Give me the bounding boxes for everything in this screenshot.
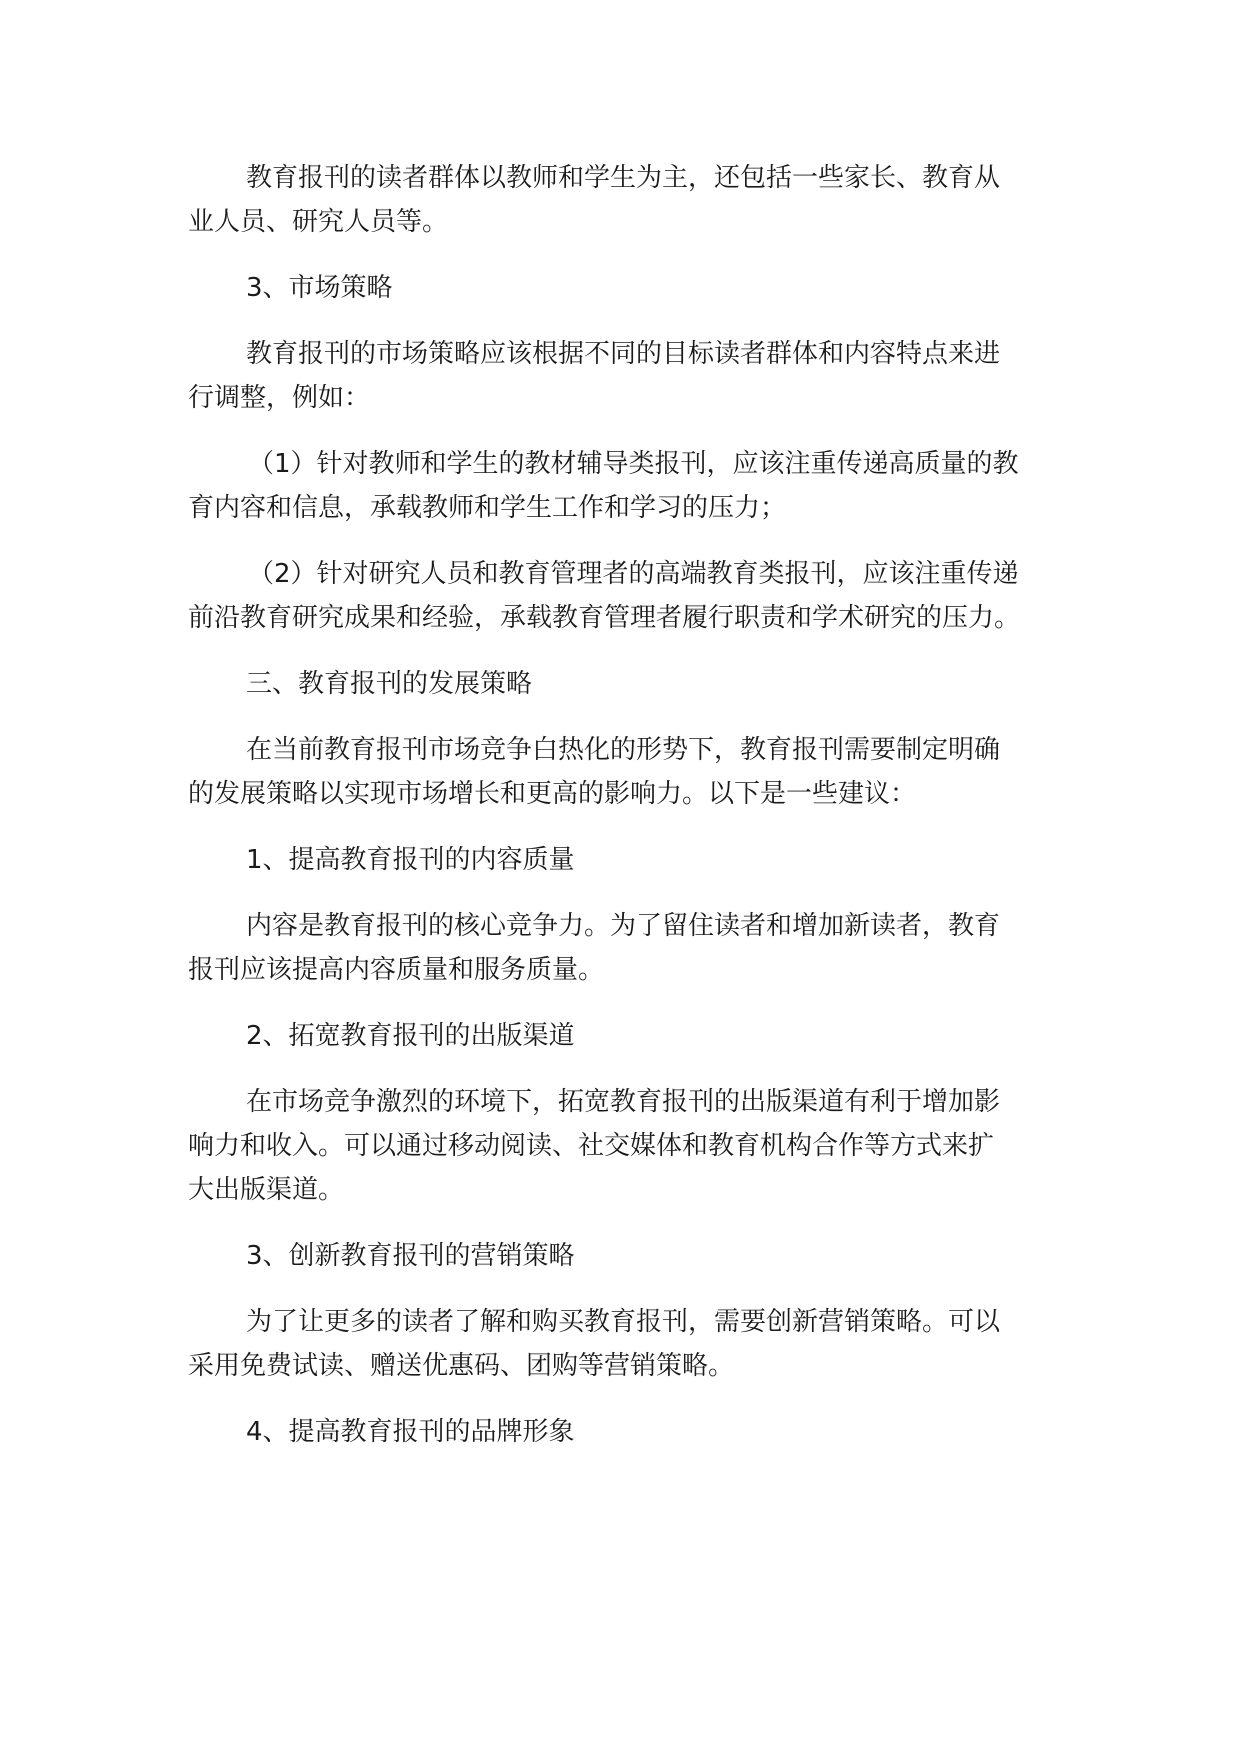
text-line: 三、教育报刊的发展策略 — [246, 669, 533, 699]
text-line: 4、提高教育报刊的品牌形象 — [246, 1417, 575, 1447]
text-line: （2）针对研究人员和教育管理者的高端教育类报刊，应该注重传递 — [248, 559, 1019, 589]
paragraph-readership — [188, 156, 1068, 244]
paragraph-marketing — [188, 1300, 1068, 1388]
subheading-channels — [188, 1014, 1068, 1058]
document-body — [188, 156, 1068, 1476]
text-line: 采用免费试读、赠送优惠码、团购等营销策略。 — [188, 1351, 735, 1381]
text-line: 教育报刊的读者群体以教师和学生为主，还包括一些家长、教育从 — [246, 163, 1001, 193]
text-line: （1）针对教师和学生的教材辅导类报刊，应该注重传递高质量的教 — [248, 449, 1019, 479]
paragraph-market-strategy-intro — [188, 332, 1068, 420]
list-item-1 — [188, 442, 1068, 530]
text-line: 响力和收入。可以通过移动阅读、社交媒体和教育机构合作等方式来扩 — [188, 1131, 995, 1161]
text-line: 的发展策略以实现市场增长和更高的影响力。以下是一些建议： — [188, 779, 917, 809]
text-line: 大出版渠道。 — [188, 1175, 345, 1205]
text-line: 前沿教育研究成果和经验，承载教育管理者履行职责和学术研究的压力。 — [188, 603, 1021, 633]
text-line: 3、创新教育报刊的营销策略 — [246, 1241, 575, 1271]
section-heading-market-strategy — [188, 266, 1068, 310]
paragraph-content-quality — [188, 904, 1068, 992]
text-line: 1、提高教育报刊的内容质量 — [246, 845, 575, 875]
subheading-content-quality — [188, 838, 1068, 882]
text-line: 在市场竞争激烈的环境下，拓宽教育报刊的出版渠道有利于增加影 — [246, 1087, 1001, 1117]
paragraph-channels — [188, 1080, 1068, 1212]
section-heading-development-strategy — [188, 662, 1068, 706]
text-line: 育内容和信息，承载教师和学生工作和学习的压力； — [188, 493, 787, 523]
text-line: 报刊应该提高内容质量和服务质量。 — [188, 955, 605, 985]
subheading-brand — [188, 1410, 1068, 1454]
subheading-marketing — [188, 1234, 1068, 1278]
text-line: 为了让更多的读者了解和购买教育报刊，需要创新营销策略。可以 — [246, 1307, 1001, 1337]
text-line: 在当前教育报刊市场竞争白热化的形势下，教育报刊需要制定明确 — [246, 735, 1001, 765]
text-line: 业人员、研究人员等。 — [188, 207, 449, 237]
list-item-2 — [188, 552, 1068, 640]
paragraph-development-intro — [188, 728, 1068, 816]
text-line: 3、市场策略 — [246, 273, 393, 303]
text-line: 教育报刊的市场策略应该根据不同的目标读者群体和内容特点来进 — [246, 339, 1001, 369]
text-line: 内容是教育报刊的核心竞争力。为了留住读者和增加新读者，教育 — [246, 911, 1001, 941]
text-line: 2、拓宽教育报刊的出版渠道 — [246, 1021, 575, 1051]
text-line: 行调整，例如： — [188, 383, 371, 413]
